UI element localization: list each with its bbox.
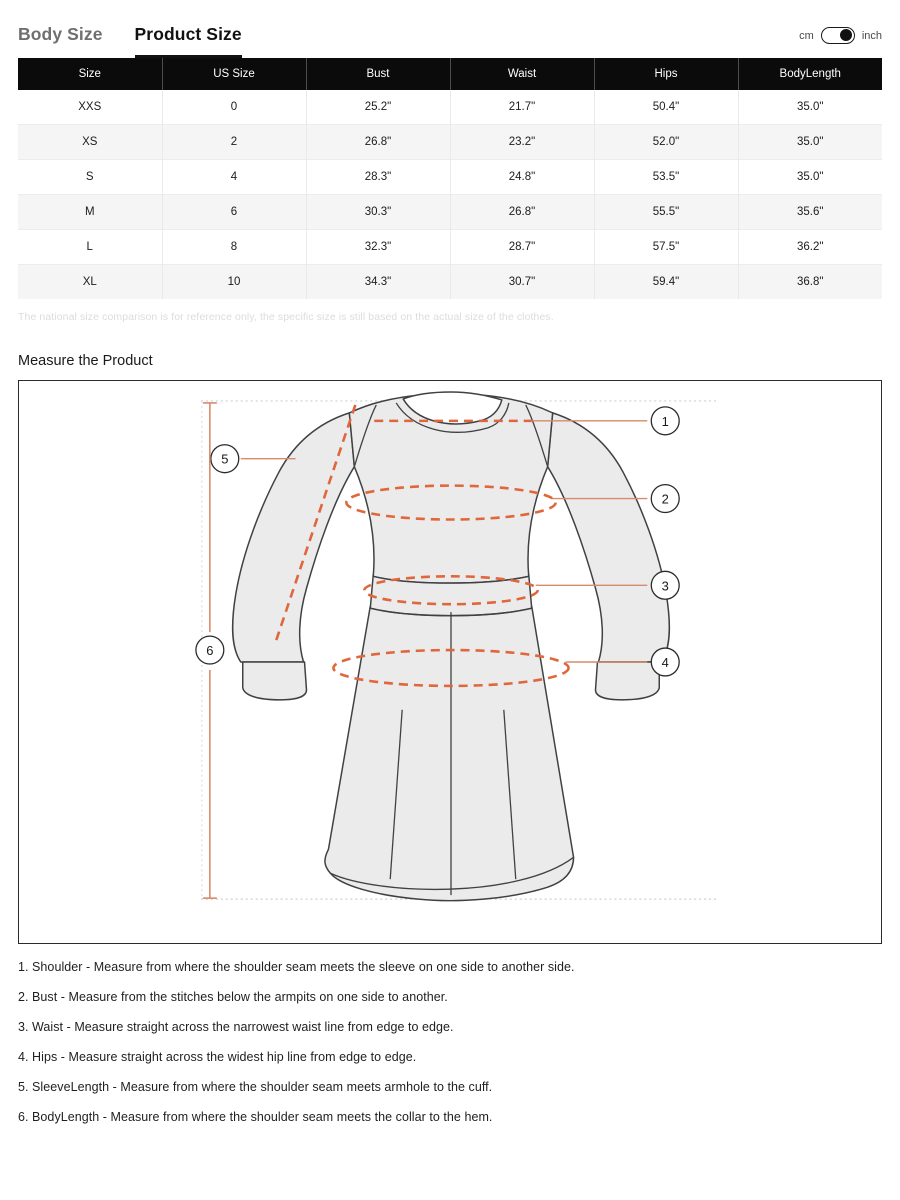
unit-toggle[interactable] bbox=[799, 27, 882, 44]
cell-bodylength: 35.0" bbox=[738, 125, 882, 160]
tab-body-size[interactable]: Body Size bbox=[18, 24, 103, 44]
right-sleeve bbox=[548, 413, 670, 662]
marker-4-label: 4 bbox=[661, 654, 669, 670]
cell-us-size: 10 bbox=[162, 265, 306, 300]
col-header-waist: Waist bbox=[450, 58, 594, 90]
marker-3 bbox=[651, 571, 679, 599]
marker-4 bbox=[651, 648, 679, 676]
legend-item-bust: 2. Bust - Measure from the stitches below the armpits on one side to another. bbox=[18, 990, 448, 1004]
cell-bust: 30.3" bbox=[306, 195, 450, 230]
cell-bust: 26.8" bbox=[306, 125, 450, 160]
size-table-wrapper bbox=[18, 58, 882, 299]
cell-us-size: 2 bbox=[162, 125, 306, 160]
cell-bodylength: 35.0" bbox=[738, 90, 882, 125]
page-title-measure: Measure the Product bbox=[18, 353, 153, 369]
unit-label-cm: cm bbox=[799, 29, 814, 42]
marker-6 bbox=[196, 636, 224, 664]
size-table-header-row bbox=[18, 58, 882, 90]
cell-bust: 28.3" bbox=[306, 160, 450, 195]
legend-item-shoulder: 1. Shoulder - Measure from where the shoulder seam meets the sleeve on one side to another side. bbox=[18, 960, 575, 974]
col-header-hips: Hips bbox=[594, 58, 738, 90]
cell-us-size: 0 bbox=[162, 90, 306, 125]
right-cuff bbox=[595, 662, 659, 700]
marker-5-label: 5 bbox=[221, 451, 229, 467]
legend-item-sleevelength: 5. SleeveLength - Measure from where the shoulder seam meets armhole to the cuff. bbox=[18, 1080, 493, 1094]
cell-size: XL bbox=[18, 265, 162, 300]
cell-waist: 24.8" bbox=[450, 160, 594, 195]
cell-waist: 21.7" bbox=[450, 90, 594, 125]
cell-us-size: 6 bbox=[162, 195, 306, 230]
marker-1 bbox=[651, 407, 679, 435]
cell-waist: 30.7" bbox=[450, 265, 594, 300]
col-header-size: Size bbox=[18, 58, 162, 90]
legend-item-waist: 3. Waist - Measure straight across the narrowest waist line from edge to edge. bbox=[18, 1020, 454, 1034]
left-sleeve bbox=[233, 413, 355, 662]
cell-hips: 50.4" bbox=[594, 90, 738, 125]
tab-product-size[interactable]: Product Size bbox=[135, 24, 242, 58]
marker-5 bbox=[211, 445, 239, 473]
marker-2 bbox=[651, 485, 679, 513]
marker-2-label: 2 bbox=[661, 491, 669, 507]
col-header-us-size: US Size bbox=[162, 58, 306, 90]
unit-switch[interactable] bbox=[821, 27, 855, 44]
cell-size: M bbox=[18, 195, 162, 230]
measure-diagram bbox=[18, 380, 882, 944]
cell-bodylength: 35.0" bbox=[738, 160, 882, 195]
cell-bust: 25.2" bbox=[306, 90, 450, 125]
col-header-bodylength: BodyLength bbox=[738, 58, 882, 90]
cell-hips: 57.5" bbox=[594, 230, 738, 265]
legend-item-hips: 4. Hips - Measure straight across the widest hip line from edge to edge. bbox=[18, 1050, 417, 1064]
cell-bodylength: 36.2" bbox=[738, 230, 882, 265]
size-disclaimer: The national size comparison is for reference only, the specific size is still based on the actual size of the clothes. bbox=[18, 311, 554, 323]
size-table-body bbox=[18, 90, 882, 299]
cell-hips: 59.4" bbox=[594, 265, 738, 300]
table-row bbox=[18, 90, 882, 125]
cell-size: XS bbox=[18, 125, 162, 160]
table-row bbox=[18, 195, 882, 230]
cell-waist: 28.7" bbox=[450, 230, 594, 265]
cell-bust: 32.3" bbox=[306, 230, 450, 265]
cell-size: S bbox=[18, 160, 162, 195]
cell-hips: 53.5" bbox=[594, 160, 738, 195]
cell-size: XXS bbox=[18, 90, 162, 125]
marker-3-label: 3 bbox=[661, 578, 669, 594]
col-header-bust: Bust bbox=[306, 58, 450, 90]
table-row bbox=[18, 265, 882, 300]
cell-bodylength: 36.8" bbox=[797, 276, 824, 288]
size-table-head bbox=[18, 58, 882, 90]
cell-hips: 52.0" bbox=[594, 125, 738, 160]
dress-measurement-illustration bbox=[19, 381, 881, 943]
measurement-legend bbox=[18, 960, 882, 1124]
size-tabs bbox=[18, 0, 882, 58]
table-row bbox=[18, 160, 882, 195]
size-table bbox=[18, 58, 882, 299]
cell-hips: 55.5" bbox=[594, 195, 738, 230]
cell-bust: 34.3" bbox=[306, 265, 450, 300]
legend-item-bodylength: 6. BodyLength - Measure from where the shoulder seam meets the collar to the hem. bbox=[18, 1110, 493, 1124]
marker-6-label: 6 bbox=[206, 643, 214, 659]
cell-bodylength: 35.6" bbox=[738, 195, 882, 230]
unit-label-inch: inch bbox=[861, 29, 882, 42]
cell-waist: 23.2" bbox=[450, 125, 594, 160]
table-row bbox=[18, 230, 882, 265]
left-cuff bbox=[243, 662, 307, 700]
cell-size: L bbox=[18, 230, 162, 265]
marker-1-label: 1 bbox=[661, 413, 669, 429]
cell-us-size: 8 bbox=[162, 230, 306, 265]
cell-waist: 26.8" bbox=[450, 195, 594, 230]
cell-us-size: 4 bbox=[162, 160, 306, 195]
table-row bbox=[18, 125, 882, 160]
unit-switch-knob bbox=[840, 29, 852, 41]
